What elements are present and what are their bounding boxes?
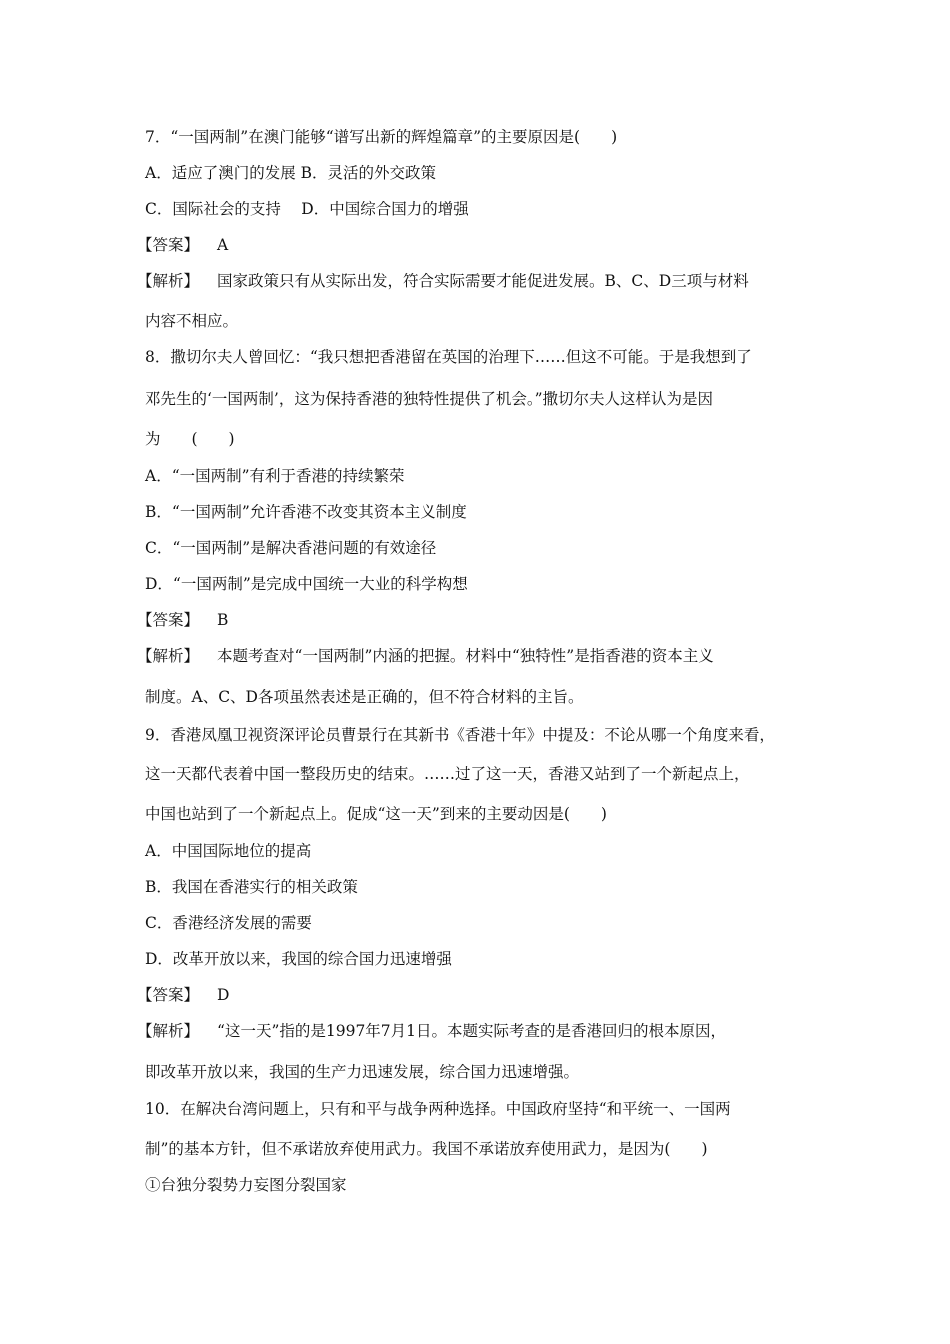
- q9-answer-row: [137, 984, 840, 1006]
- q8-option-a: A．“一国两制”有利于香港的持续繁荣: [145, 467, 405, 485]
- q8-analysis-line1: 本题考查对“一国两制”内涵的把握。材料中“独特性”是指香港的资本主义: [217, 647, 714, 665]
- q8-stem-line2: 邓先生的‘一国两制’，这为保持香港的独特性提供了机会。”撒切尔夫人这样认为是因: [145, 390, 714, 408]
- q9-analysis-tag: 【解析】: [137, 1022, 200, 1040]
- q8-option-b: B．“一国两制”允许香港不改变其资本主义制度: [145, 503, 467, 521]
- q9-analysis-line2: 即改革开放以来，我国的生产力迅速发展，综合国力迅速增强。: [145, 1063, 580, 1081]
- q9-option-b: B．我国在香港实行的相关政策: [145, 878, 358, 896]
- q9-option-a: A．中国国际地位的提高: [145, 842, 312, 860]
- q9-option-c: C．香港经济发展的需要: [145, 914, 312, 932]
- q8-stem-line1: 8．撒切尔夫人曾回忆：“我只想把香港留在英国的治理下……但这不可能。于是我想到了: [145, 348, 752, 366]
- q7-answer-tag: 【答案】: [137, 236, 200, 254]
- q10-stem-line2: 制”的基本方针，但不承诺放弃使用武力。我国不承诺放弃使用武力，是因为( ): [145, 1140, 708, 1158]
- q7-answer: A: [217, 236, 229, 254]
- q10-stem-line1: 10．在解决台湾问题上，只有和平与战争两种选择。中国政府坚持“和平统一、一国两: [145, 1100, 731, 1118]
- q9-stem-line2: 这一天都代表着中国一整段历史的结束。……过了这一天，香港又站到了一个新起点上，: [145, 765, 750, 783]
- q9-answer: D: [217, 986, 230, 1004]
- q8-answer-row: [137, 609, 840, 631]
- q10-item-1: ①台独分裂势力妄图分裂国家: [145, 1176, 347, 1194]
- q8-answer-tag: 【答案】: [137, 611, 200, 629]
- q7-analysis-row: [137, 270, 840, 292]
- q8-option-d: D．“一国两制”是完成中国统一大业的科学构想: [145, 575, 468, 593]
- q7-options-row2: C．国际社会的支持 D．中国综合国力的增强: [145, 200, 469, 218]
- q7-analysis-line1: 国家政策只有从实际出发，符合实际需要才能促进发展。B、C、D三项与材料: [217, 272, 749, 290]
- q8-answer: B: [217, 611, 229, 629]
- q9-stem-line3: 中国也站到了一个新起点上。促成“这一天”到来的主要动因是( ): [145, 805, 607, 823]
- q9-answer-tag: 【答案】: [137, 986, 200, 1004]
- q8-analysis-row: [137, 645, 840, 667]
- q9-stem-line1: 9．香港凤凰卫视资深评论员曹景行在其新书《香港十年》中提及：不论从哪一个角度来看，: [145, 726, 775, 744]
- q8-analysis-tag: 【解析】: [137, 647, 200, 665]
- q8-stem-line3: 为 ( ): [145, 430, 235, 448]
- q9-analysis-line1: “这一天”指的是1997年7月1日。本题实际考查的是香港回归的根本原因，: [217, 1022, 727, 1040]
- q8-option-c: C．“一国两制”是解决香港问题的有效途径: [145, 539, 437, 557]
- q7-analysis-tag: 【解析】: [137, 272, 200, 290]
- q7-analysis-line2: 内容不相应。: [145, 312, 239, 330]
- q8-analysis-line2: 制度。A、C、D各项虽然表述是正确的，但不符合材料的主旨。: [145, 688, 584, 706]
- q7-stem: 7．“一国两制”在澳门能够“谱写出新的辉煌篇章”的主要原因是( ): [145, 128, 618, 146]
- q9-analysis-row: [137, 1020, 840, 1042]
- q7-options-row1: A．适应了澳门的发展 B．灵活的外交政策: [145, 164, 437, 182]
- q9-option-d: D．改革开放以来，我国的综合国力迅速增强: [145, 950, 452, 968]
- q7-answer-row: [137, 234, 840, 256]
